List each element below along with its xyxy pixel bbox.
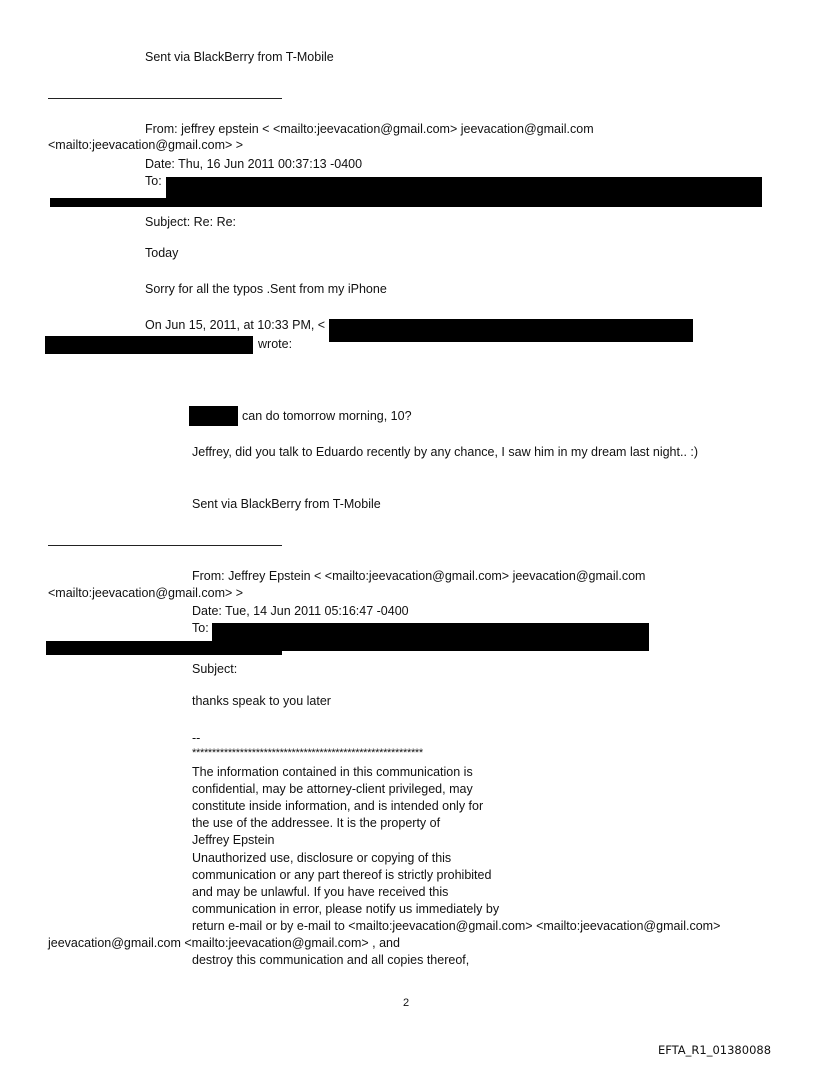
- redaction-box: [46, 641, 282, 655]
- subject-line: Subject:: [192, 662, 238, 676]
- stars-line: **********************************************************: [192, 747, 423, 759]
- body-text: thanks speak to you later: [192, 694, 331, 708]
- disclaimer-line: destroy this communication and all copies thereof,: [192, 953, 470, 967]
- redaction-box: [166, 177, 762, 207]
- to-label: To:: [145, 174, 162, 188]
- disclaimer-line: Unauthorized use, disclosure or copying of this: [192, 851, 452, 865]
- from-line-continued: <mailto:jeevacation@gmail.com> >: [48, 138, 244, 152]
- body-text: Sorry for all the typos .Sent from my iPhone: [145, 282, 387, 296]
- disclaimer-line: and may be unlawful. If you have received this: [192, 885, 449, 899]
- disclaimer-line: return e-mail or by e-mail to <mailto:jeevacation@gmail.com> <mailto:jeevacation@gmail.com>: [192, 919, 721, 933]
- body-text: Jeffrey, did you talk to Eduardo recently by any chance, I saw him in my dream last night.. :): [192, 445, 699, 459]
- disclaimer-line: constitute inside information, and is intended only for: [192, 799, 484, 813]
- body-text: Today: [145, 246, 179, 260]
- disclaimer-line: the use of the addressee. It is the property of: [192, 816, 441, 830]
- disclaimer-line: confidential, may be attorney-client privileged, may: [192, 782, 473, 796]
- disclaimer-line: communication or any part thereof is strictly prohibited: [192, 868, 492, 882]
- disclaimer-line: The information contained in this communication is: [192, 765, 473, 779]
- redaction-box: [45, 336, 253, 354]
- sent-via-line: Sent via BlackBerry from T-Mobile: [145, 50, 334, 64]
- sent-via-line: Sent via BlackBerry from T-Mobile: [192, 497, 381, 511]
- date-line: Date: Thu, 16 Jun 2011 00:37:13 -0400: [145, 157, 363, 171]
- from-line-continued: <mailto:jeevacation@gmail.com> >: [48, 586, 244, 600]
- to-label: To:: [192, 621, 209, 635]
- date-line: Date: Tue, 14 Jun 2011 05:16:47 -0400: [192, 604, 409, 618]
- from-line: From: Jeffrey Epstein < <mailto:jeevacation@gmail.com> jeevacation@gmail.com: [192, 569, 646, 583]
- separator-rule: [48, 98, 282, 99]
- page-number: 2: [403, 997, 410, 1009]
- quoted-header: On Jun 15, 2011, at 10:33 PM, <: [145, 318, 326, 332]
- wrote-label: wrote:: [258, 337, 293, 351]
- disclaimer-line: communication in error, please notify us immediately by: [192, 902, 500, 916]
- separator-rule: [48, 545, 282, 546]
- signature-dash: --: [192, 731, 201, 745]
- document-id: EFTA_R1_01380088: [658, 1043, 772, 1057]
- from-line: From: jeffrey epstein < <mailto:jeevacation@gmail.com> jeevacation@gmail.com: [145, 122, 594, 136]
- subject-line: Subject: Re: Re:: [145, 215, 237, 229]
- redaction-box: [329, 319, 693, 342]
- redaction-box: [50, 198, 170, 207]
- redaction-box: [189, 406, 238, 426]
- disclaimer-line: Jeffrey Epstein: [192, 833, 275, 847]
- disclaimer-line: jeevacation@gmail.com <mailto:jeevacation@gmail.com> , and: [48, 936, 400, 950]
- body-text: can do tomorrow morning, 10?: [242, 409, 412, 423]
